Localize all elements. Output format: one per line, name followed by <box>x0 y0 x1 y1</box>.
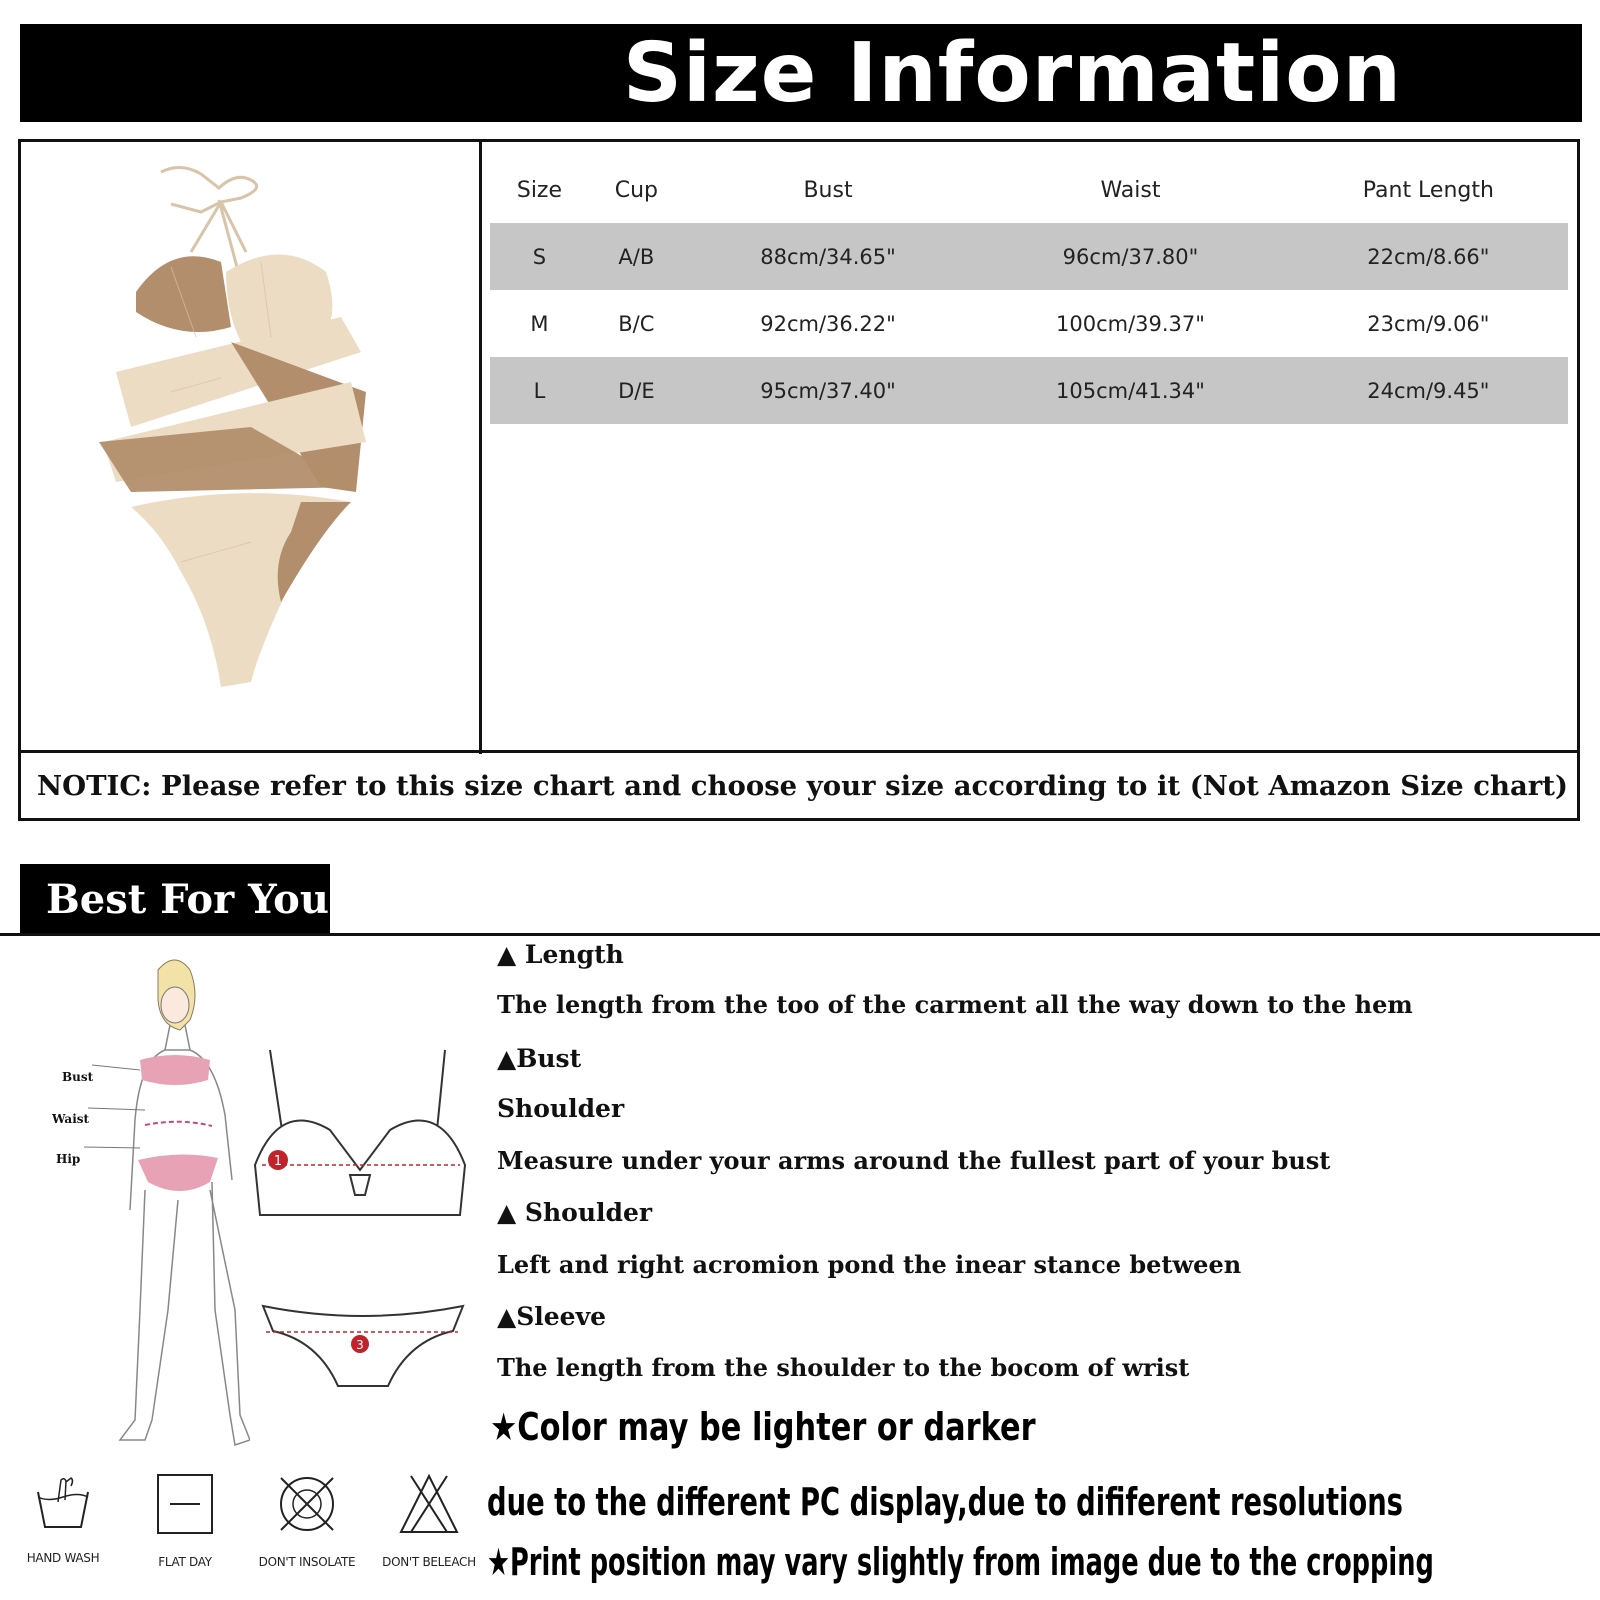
table-cell: 92cm/36.22" <box>760 311 896 336</box>
page-title: Size Information <box>622 25 1402 121</box>
size-table <box>490 157 1568 424</box>
guide-heading-sleeve: ▲Sleeve <box>497 1302 607 1331</box>
dont-bleach-icon <box>397 1472 461 1536</box>
table-cell: D/E <box>589 357 684 424</box>
figure-label-hip: Hip <box>56 1152 81 1166</box>
model-figure-illustration <box>40 950 250 1450</box>
column-header-pant-length: Pant Length <box>1362 177 1494 203</box>
care-hand-wash <box>8 1472 118 1565</box>
table-cell: 23cm/9.06" <box>1367 311 1490 336</box>
section-divider <box>0 933 1600 936</box>
guide-heading-length: ▲ Length <box>497 940 624 969</box>
care-label-hand-wash: HAND WASH <box>26 1551 100 1565</box>
column-header-bust: Bust <box>803 177 853 203</box>
column-header-waist: Waist <box>1100 177 1161 203</box>
bikini-product-image <box>21 142 479 754</box>
table-cell: 95cm/37.40" <box>684 357 972 424</box>
care-label-dont-bleach: DON'T BELEACH <box>382 1555 476 1569</box>
best-for-you-title: Best For You <box>46 875 329 923</box>
table-cell: 88cm/34.65" <box>684 223 972 290</box>
table-cell: 96cm/37.80" <box>972 223 1288 290</box>
marker-one: 1 <box>273 1154 283 1169</box>
guide-text-sleeve: The length from the shoulder to the bocom of wrist <box>497 1353 1190 1382</box>
care-flat-dry <box>130 1472 240 1569</box>
care-label-flat-dry: FLAT DAY <box>158 1555 212 1569</box>
figure-label-waist: Waist <box>52 1112 90 1126</box>
table-cell: B/C <box>618 311 655 336</box>
care-label-dont-insolate: DON'T INSOLATE <box>258 1555 356 1569</box>
figure-label-bust: Bust <box>62 1070 94 1084</box>
table-cell: L <box>490 357 589 424</box>
guide-heading-shoulder: ▲ Shoulder <box>497 1198 653 1227</box>
note-print-position: ★Print position may vary slightly from image due to the cropping <box>487 1540 1434 1584</box>
size-table-area <box>490 157 1568 424</box>
flat-dry-icon <box>155 1472 215 1536</box>
table-cell: S <box>490 223 589 290</box>
guide-text-length: The length from the too of the carment all the way down to the hem <box>497 990 1413 1019</box>
column-header-cup: Cup <box>614 177 658 203</box>
guide-text-shoulder-label: Shoulder <box>497 1094 625 1123</box>
size-notice: NOTIC: Please refer to this size chart and choose your size according to it (Not Amazon Size chart) <box>21 750 1577 818</box>
guide-heading-bust: ▲Bust <box>497 1044 582 1073</box>
guide-text-shoulder: Left and right acromion pond the inear stance between <box>497 1250 1242 1279</box>
table-cell: 100cm/39.37" <box>1055 311 1205 336</box>
table-row <box>490 223 1568 290</box>
table-cell: 22cm/8.66" <box>1289 223 1568 290</box>
table-cell: A/B <box>589 223 684 290</box>
guide-text-bust: Measure under your arms around the fullest part of your bust <box>497 1146 1331 1175</box>
table-cell: M <box>530 311 549 336</box>
hand-wash-icon <box>33 1472 93 1532</box>
care-dont-insolate <box>252 1472 362 1569</box>
bra-measurement-diagram <box>250 1040 470 1230</box>
table-row <box>490 290 1568 357</box>
note-color: ★Color may be lighter or darker <box>490 1405 1036 1449</box>
column-header-size: Size <box>516 177 563 203</box>
marker-three: 3 <box>356 1338 364 1352</box>
table-cell: 105cm/41.34" <box>972 357 1288 424</box>
size-information-banner <box>20 24 1582 122</box>
note-display: due to the different PC display,due to dififerent resolutions <box>487 1480 1403 1524</box>
table-cell: 24cm/9.45" <box>1289 357 1568 424</box>
dont-insolate-icon <box>275 1472 339 1536</box>
product-photo-cell <box>21 142 482 754</box>
table-row <box>490 357 1568 424</box>
care-dont-bleach <box>374 1472 484 1569</box>
bottom-measurement-diagram <box>258 1296 468 1396</box>
best-for-you-tab <box>20 864 330 934</box>
table-header-row <box>490 157 1568 223</box>
